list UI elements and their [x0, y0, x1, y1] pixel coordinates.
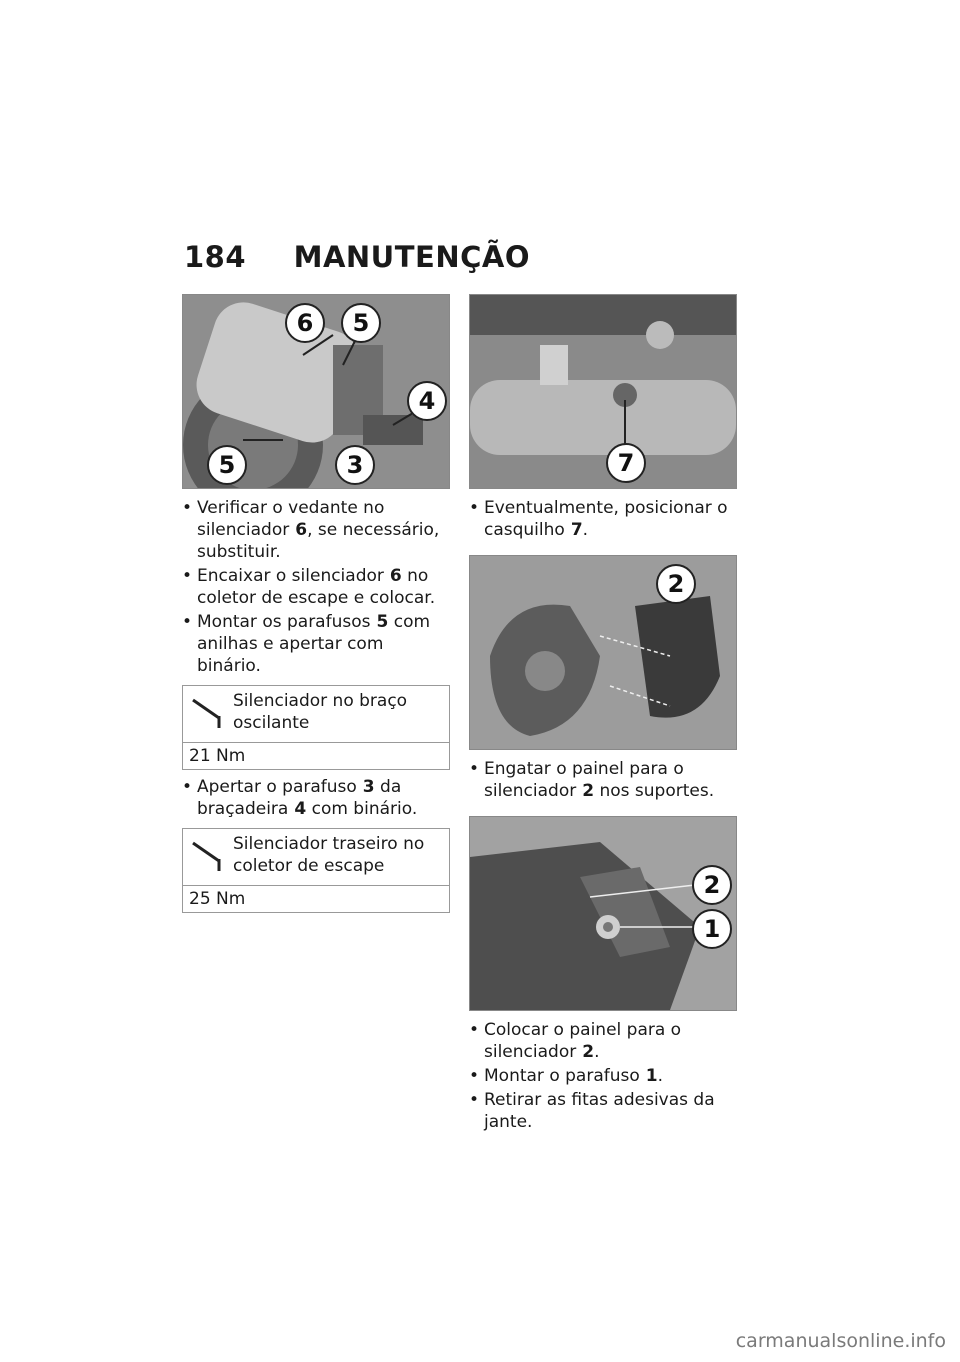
steps-list-b — [182, 776, 450, 820]
callout-1: 1 — [692, 909, 732, 949]
steps-list-e — [469, 1019, 737, 1133]
list-item: • Colocar o painel para o silenciador 2. — [469, 1019, 737, 1063]
torque-value: 25 Nm — [183, 885, 449, 912]
list-item: • Montar o parafuso 1. — [469, 1065, 737, 1087]
torque-label: Silenciador no braço oscilante — [233, 691, 408, 733]
callout-7: 7 — [606, 443, 646, 483]
steps-list-a — [182, 497, 450, 677]
torque-label: Silenciador traseiro no coletor de escape — [233, 834, 425, 876]
list-item: • Montar os parafusos 5 com anilhas e apertar com binário. — [182, 611, 450, 677]
list-item: • Apertar o parafuso 3 da braçadeira 4 com binário. — [182, 776, 450, 820]
callout-3: 3 — [335, 445, 375, 485]
photo-bushing — [469, 294, 737, 489]
torque-wrench-icon — [191, 696, 225, 730]
list-item: • Retirar as fitas adesivas da jante. — [469, 1089, 737, 1133]
page-header — [184, 240, 530, 274]
list-item: • Encaixar o silenciador 6 no coletor de escape e colocar. — [182, 565, 450, 609]
callout-5-top: 5 — [341, 303, 381, 343]
left-column — [182, 294, 450, 919]
right-column — [469, 294, 737, 1135]
photo-panel-mount — [469, 555, 737, 750]
callout-2: 2 — [692, 865, 732, 905]
callout-2: 2 — [656, 564, 696, 604]
callout-4: 4 — [407, 381, 447, 421]
steps-list-d — [469, 758, 737, 802]
list-item: • Engatar o painel para o silenciador 2 nos suportes. — [469, 758, 737, 802]
site-watermark: carmanualsonline.info — [735, 1330, 946, 1352]
page-number: 184 — [184, 240, 247, 274]
photo-panel-screw — [469, 816, 737, 1011]
list-item: • Verificar o vedante no silenciador 6, se necessário, substituir. — [182, 497, 450, 563]
torque-spec-2 — [182, 828, 450, 913]
steps-list-c — [469, 497, 737, 541]
torque-wrench-icon — [191, 839, 225, 873]
photo-muffler-mount — [182, 294, 450, 489]
list-item: • Eventualmente, posicionar o casquilho 7. — [469, 497, 737, 541]
section-title: MANUTENÇÃO — [293, 240, 530, 274]
callout-5-bottom: 5 — [207, 445, 247, 485]
torque-value: 21 Nm — [183, 742, 449, 769]
callout-6: 6 — [285, 303, 325, 343]
torque-spec-1 — [182, 685, 450, 770]
